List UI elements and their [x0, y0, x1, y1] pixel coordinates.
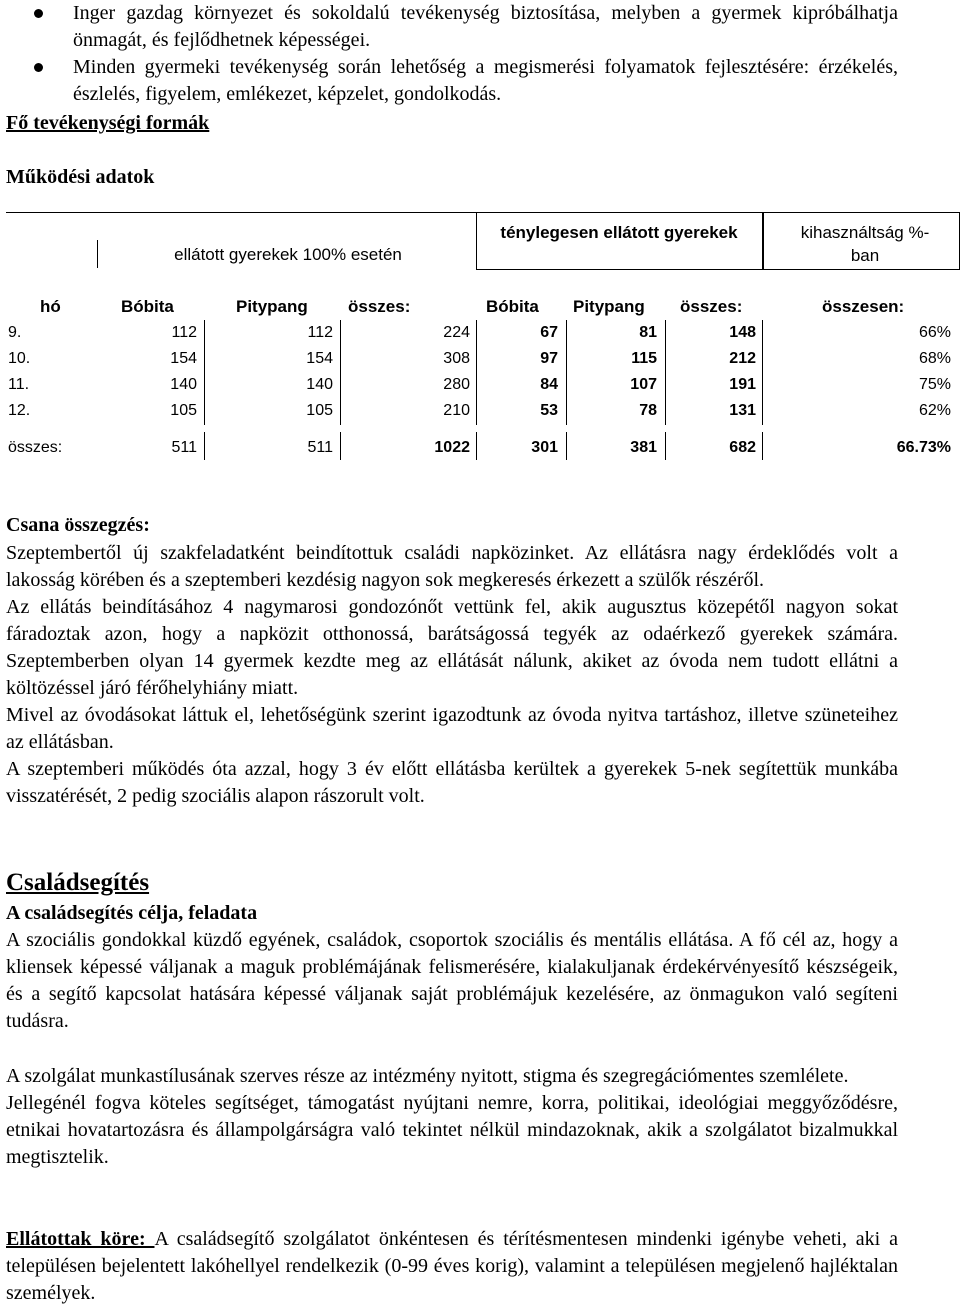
cell: 97	[540, 350, 558, 367]
cell: 682	[729, 439, 756, 456]
paragraph: A szociális gondokkal küzdő egyének, családok, csoportok szociális és mentális ellátása. A fő cél az, hogy a kliensek képessé váljanak a maguk problémájának felismerésére, kialakuljanak érdekérvényesítő készségeik, és a segítő kapcsolat hatására képessé váljanak saját problémájuk kezelésére, az önmagukon való segíteni tudásra.	[6, 929, 898, 1032]
col-header-pitypang: Pitypang	[236, 297, 308, 316]
bullet-icon	[34, 9, 43, 18]
grid-line	[665, 320, 666, 425]
cell: 105	[170, 402, 197, 419]
cell: 115	[631, 350, 657, 367]
bullet-icon	[34, 63, 43, 72]
cell: 148	[729, 324, 756, 341]
paragraph: Szeptembertől új szakfeladatként beindítottuk családi napközinket. Az ellátásra nagy érdeklődés volt a lakosság körében és a szeptemberi kezdésig nagyon sok megkeresés érkezett a szülők részéről.	[6, 542, 898, 591]
ellatottak-text	[6, 1226, 898, 1307]
munkastilus-text	[6, 1063, 898, 1171]
ellatottak-body: A családsegítő szolgálatot önkéntesen és térítésmentesen mindenki igénybe veheti, aki a településen bejelentett lakóhellyel rendelkezik (0-99 éves korig), valamint a településen megjelenő hajléktalan személyek.	[6, 1228, 898, 1304]
bullet-item: Minden gyermeki tevékenység során lehetőség a megismerési folyamatok fejlesztésére: érzékelés, észlelés, figyelem, emlékezet, képzelet, gondolkodás.	[0, 54, 960, 108]
col-header-bobita-2: Bóbita	[486, 297, 539, 316]
cell-total-label: összes:	[8, 439, 63, 456]
cell: 131	[729, 402, 756, 419]
cell-ho: 12.	[8, 402, 31, 419]
cell: 67	[540, 324, 558, 341]
header-tenylegesen: ténylegesen ellátott gyerekek	[500, 223, 738, 242]
cell-ho: 11.	[8, 376, 30, 393]
cell: 84	[540, 376, 558, 393]
bullet-item: Inger gazdag környezet és sokoldalú tevékenység biztosítása, melyben a gyermek kipróbálhatja önmagát, és fejlődhetnek képességei.	[0, 0, 960, 54]
heading-fo-tevekenysegi: Fő tevékenységi formák	[6, 112, 210, 134]
paragraph: A szeptemberi működés óta azzal, hogy 3 év előtt ellátásba kerültek a gyerekek 5-nek segítettük munkába visszatérését, 2 pedig szociális alapon rászorult volt.	[6, 758, 898, 807]
paragraph: Jellegénél fogva köteles segítséget, támogatást nyújtani nemre, korra, politikai, ideológiai meggyőződésre, etnikai hovatartozásra és állampolgárságra való tekintet nélkül mindazoknak, akik a szolgálatot bizalmukkal megtisztelik.	[6, 1092, 898, 1168]
cell: 78	[639, 402, 657, 419]
grid-line	[340, 320, 341, 425]
col-header-bobita: Bóbita	[121, 297, 174, 316]
grid-line	[204, 432, 205, 460]
heading-csaladsegites: Családsegítés	[6, 869, 150, 896]
grid-line	[566, 320, 567, 425]
table-divider	[97, 240, 98, 268]
celja-text	[6, 927, 898, 1035]
cell: 154	[306, 350, 333, 367]
csana-text	[6, 540, 898, 810]
cell: 381	[630, 439, 657, 456]
cell: 140	[170, 376, 197, 393]
heading-celja: A családsegítés célja, feladata	[6, 902, 258, 924]
grid-line	[204, 320, 205, 425]
col-header-ho: hó	[40, 297, 61, 316]
header-kihasznaltsag: kihasználtság %-ban	[800, 223, 930, 265]
col-header-osszes: összes:	[348, 297, 411, 316]
grid-line	[762, 432, 763, 460]
grid-line	[340, 432, 341, 460]
col-header-osszes-2: összes:	[680, 297, 743, 316]
cell: 68%	[918, 350, 951, 367]
cell: 511	[171, 439, 197, 456]
cell: 107	[630, 376, 657, 393]
cell: 112	[307, 324, 333, 341]
cell: 224	[443, 324, 470, 341]
cell: 53	[540, 402, 558, 419]
paragraph: Mivel az óvodásokat láttuk el, lehetőségünk szerint igazodtunk az óvoda nyitva tartáshoz, illetve szüneteihez az ellátásban.	[6, 704, 898, 753]
grid-line	[762, 320, 763, 425]
paragraph: Az ellátás beindításához 4 nagymarosi gondozónőt vettünk fel, akik augusztus közepétől nagyon sokat fáradoztak azon, hogy a napközit otthonossá, barátságossá tegyék az odaérkező gyerekek számára. Szeptemberben olyan 14 gyermek kezdte meg az ellátását nálunk, akiket az óvoda nem tudott ellátni a költözéssel járó férőhelyhiány miatt.	[6, 596, 898, 699]
col-header-pitypang-2: Pitypang	[573, 297, 645, 316]
cell: 191	[729, 376, 756, 393]
cell: 75%	[918, 376, 951, 393]
bullet-list	[0, 0, 960, 108]
cell: 66.73%	[896, 439, 951, 456]
cell-ho: 10.	[8, 350, 31, 367]
cell-ho: 9.	[8, 324, 22, 341]
paragraph: A szolgálat munkastílusának szerves része az intézmény nyitott, stigma és szegregációmentes szemlélete.	[6, 1065, 849, 1087]
cell: 511	[307, 439, 333, 456]
heading-mukodesi-adatok: Működési adatok	[6, 166, 155, 188]
cell: 210	[443, 402, 470, 419]
cell: 105	[306, 402, 333, 419]
cell: 140	[306, 376, 333, 393]
grid-line	[665, 432, 666, 460]
cell: 212	[729, 350, 756, 367]
cell: 66%	[918, 324, 951, 341]
cell: 62%	[918, 402, 951, 419]
cell: 81	[639, 324, 657, 341]
header-ellatott: ellátott gyerekek 100% esetén	[174, 245, 402, 264]
cell: 280	[443, 376, 470, 393]
cell: 154	[170, 350, 197, 367]
col-header-osszesen: összesen:	[822, 297, 905, 316]
cell: 301	[531, 439, 558, 456]
cell: 1022	[434, 439, 470, 456]
grid-line	[476, 320, 477, 425]
cell: 308	[443, 350, 470, 367]
ellatottak-label: Ellátottak köre:	[6, 1228, 155, 1250]
heading-csana: Csana összegzés:	[6, 514, 150, 536]
grid-line	[566, 432, 567, 460]
table-top-border	[6, 212, 956, 213]
grid-line	[476, 432, 477, 460]
cell: 112	[171, 324, 197, 341]
